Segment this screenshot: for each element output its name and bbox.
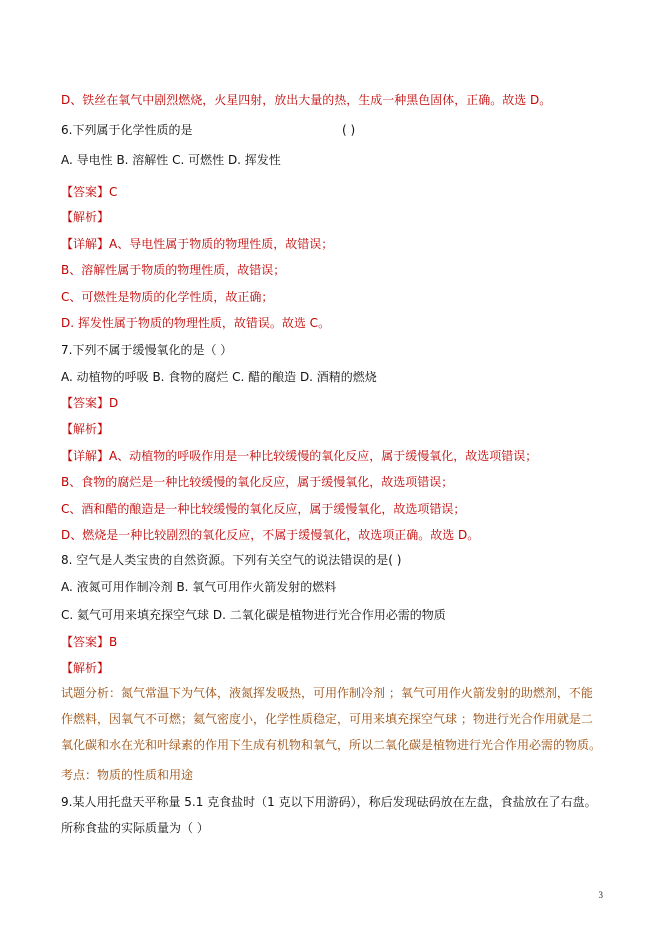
- key-point-8: 考点：物质的性质和用途: [61, 768, 194, 782]
- analysis-heading-7: 【解析】: [61, 422, 110, 436]
- question-8-options-row-2: C. 氦气可用来填充探空气球 D. 二氧化碳是植物进行光合作用必需的物质: [61, 608, 446, 622]
- answer-7: 【答案】D: [61, 396, 119, 410]
- page-number: 3: [598, 890, 603, 900]
- detail-6-line-4: D. 挥发性属于物质的物理性质，故错误。故选 C。: [61, 316, 331, 330]
- analysis-heading-6: 【解析】: [61, 210, 110, 224]
- detail-6-line-1: 【详解】A、导电性属于物质的物理性质，故错误；: [61, 237, 334, 251]
- answer-6: 【答案】C: [61, 185, 118, 199]
- question-9: 9.某人用托盘天平称量 5.1 克食盐时（1 克以下用游码），称后发现砝码放在左盘，食盐放在了右盘。所称食盐的实际质量为（ ）: [61, 795, 597, 835]
- analysis-8-text: 试题分析：氮气常温下为气体，液氮挥发吸热，可用作制冷剂 ；氧气可用作火箭发射的助燃剂，不能作燃料，因氧气不可燃；氦气密度小，化学性质稳定，可用来填充探空气球 ；物进行光合作用就是二氧化碳和水在光和叶绿素的作用下生成有机物和氧气，所以二氧化碳是植物进行光合作用必需的物质。: [61, 686, 602, 752]
- question-7: 7.下列不属于缓慢氧化的是（ ）: [61, 343, 233, 357]
- question-6: 6.下列属于化学性质的是: [61, 123, 193, 137]
- detail-7-line-3: C、酒和醋的酿造是一种比较缓慢的氧化反应，属于缓慢氧化，故选项错误；: [61, 502, 466, 516]
- detail-7-line-1: 【详解】A、动植物的呼吸作用是一种比较缓慢的氧化反应，属于缓慢氧化，故选项错误；: [61, 449, 538, 463]
- explanation-line: D、铁丝在氧气中剧烈燃烧，火星四射，放出大量的热，生成一种黑色固体，正确。故选 D。: [61, 93, 552, 107]
- analysis-heading-8: 【解析】: [61, 661, 110, 675]
- answer-8: 【答案】B: [61, 635, 118, 649]
- detail-7-line-2: B、食物的腐烂是一种比较缓慢的氧化反应，属于缓慢氧化，故选项错误；: [61, 475, 454, 489]
- detail-7-line-4: D、燃烧是一种比较剧烈的氧化反应，不属于缓慢氧化，故选项正确。故选 D。: [61, 528, 480, 542]
- question-8: 8. 空气是人类宝贵的自然资源。下列有关空气的说法错误的是( ): [61, 553, 402, 567]
- question-6-paren: ( ): [342, 123, 356, 137]
- question-8-options-row-1: A. 液氮可用作制冷剂 B. 氧气可用作火箭发射的燃料: [61, 580, 337, 594]
- question-7-options: A. 动植物的呼吸 B. 食物的腐烂 C. 醋的酿造 D. 酒精的燃烧: [61, 370, 377, 384]
- question-6-options: A. 导电性 B. 溶解性 C. 可燃性 D. 挥发性: [61, 153, 281, 167]
- detail-6-line-3: C、可燃性是物质的化学性质，故正确；: [61, 290, 274, 304]
- detail-6-line-2: B、溶解性属于物质的物理性质，故错误；: [61, 263, 286, 277]
